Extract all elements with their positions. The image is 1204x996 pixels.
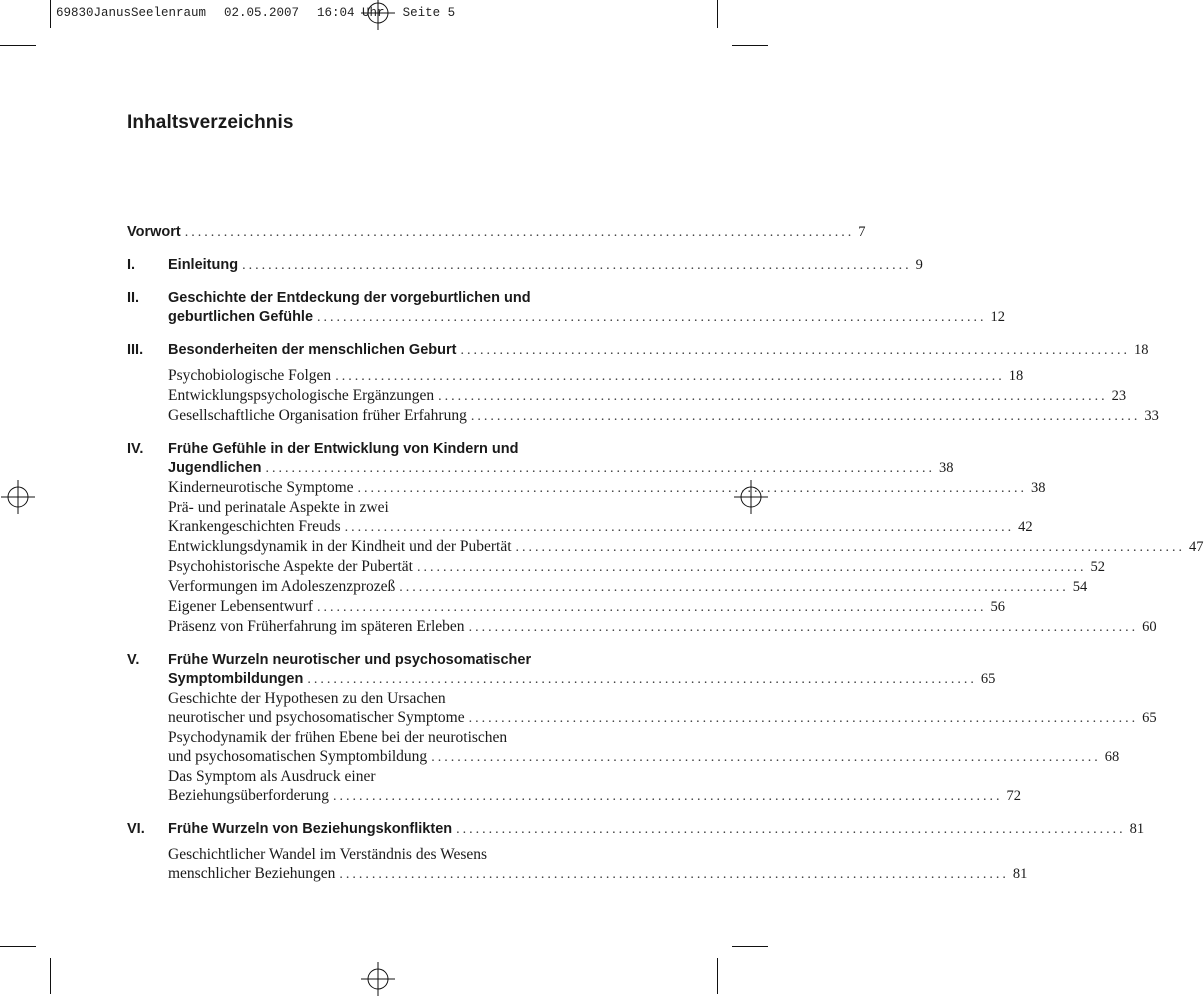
toc-page: 60 — [1142, 619, 1157, 635]
toc-page: 65 — [1142, 710, 1157, 726]
crop-mark — [732, 946, 768, 947]
toc-title: Einleitung — [168, 257, 239, 273]
chapter-number: III. — [127, 342, 144, 358]
toc-chapter-1 — [127, 256, 923, 275]
slug-page: Seite 5 — [402, 6, 456, 20]
dot-leader: ....................................................................................................... — [399, 580, 1069, 595]
toc-title: geburtlichen Gefühle — [168, 309, 314, 325]
crop-mark — [0, 946, 36, 947]
toc-title: Symptombildungen — [168, 671, 304, 687]
toc-title-line: Geschichte der Entdeckung der vorgeburtlichen und — [168, 290, 531, 306]
crop-mark — [50, 0, 51, 28]
registration-mark-icon — [1, 480, 35, 514]
chapter-number: II. — [127, 290, 140, 306]
toc-subtitle: Verformungen im Adoleszenzprozeß — [168, 578, 396, 595]
toc-subtitle-line: Geschichte der Hypothesen zu den Ursachen — [168, 690, 446, 707]
toc-subtitle: Präsenz von Früherfahrung im späteren Erleben — [168, 618, 465, 635]
toc-chapter-6 — [127, 820, 1145, 884]
toc-page: 9 — [915, 257, 923, 273]
dot-leader: ....................................................................................................... — [242, 258, 912, 273]
toc-subtitle: Entwicklungspsychologische Ergänzungen — [168, 387, 435, 404]
toc-page: 12 — [990, 309, 1006, 325]
toc-page: 56 — [990, 599, 1006, 615]
toc-chapter-2 — [127, 289, 1006, 327]
registration-mark-icon — [361, 962, 395, 996]
registration-mark-icon — [361, 0, 395, 30]
dot-leader: ....................................................................................................... — [184, 225, 855, 240]
slug-file: 69830JanusSeelenraum — [56, 6, 207, 20]
toc-subtitle: und psychosomatischen Symptombildung — [168, 748, 428, 765]
toc-page: 18 — [1133, 342, 1149, 358]
toc-page: 18 — [1008, 368, 1024, 384]
table-of-contents — [127, 223, 1204, 884]
toc-page: 72 — [1006, 788, 1021, 804]
toc-page: 38 — [938, 460, 954, 476]
toc-subtitle-line: Psychodynamik der frühen Ebene bei der neurotischen — [168, 729, 508, 746]
chapter-number: IV. — [127, 441, 144, 457]
dot-leader: ....................................................................................................... — [317, 310, 987, 325]
toc-page: 68 — [1104, 749, 1120, 765]
toc-title: Frühe Wurzeln von Beziehungskonflikten — [168, 821, 453, 837]
toc-subtitle: Psychohistorische Aspekte der Pubertät — [168, 558, 413, 575]
toc-page: 23 — [1111, 388, 1127, 404]
chapter-number: VI. — [127, 821, 145, 837]
toc-page: 7 — [858, 224, 866, 240]
toc-subtitle: Entwicklungsdynamik in der Kindheit und der Pubertät — [168, 538, 512, 555]
dot-leader: ....................................................................................................... — [468, 711, 1139, 726]
print-slug — [56, 6, 473, 20]
toc-chapter-4 — [127, 440, 1204, 637]
slug-date: 02.05.2007 — [224, 6, 300, 20]
slug-time: 16:04 Uhr — [317, 6, 385, 20]
toc-page: 81 — [1129, 821, 1145, 837]
dot-leader: ....................................................................................................... — [431, 750, 1101, 765]
toc-subtitle: menschlicher Beziehungen — [168, 865, 336, 882]
toc-subtitle: Beziehungsüberforderung — [168, 787, 329, 804]
dot-leader: ....................................................................................................... — [456, 822, 1126, 837]
toc-page: 54 — [1072, 579, 1088, 595]
crop-mark — [50, 958, 51, 994]
dot-leader: ....................................................................................................... — [468, 620, 1139, 635]
toc-chapter-5 — [127, 651, 1157, 806]
dot-leader: ....................................................................................................... — [344, 520, 1015, 535]
toc-subtitle-line: Geschichtlicher Wandel im Verständnis des Wesens — [168, 846, 488, 863]
toc-page: 42 — [1018, 519, 1033, 535]
toc-subtitle: Eigener Lebensentwurf — [168, 598, 314, 615]
crop-mark — [732, 45, 768, 46]
toc-subtitle-line: Das Symptom als Ausdruck einer — [168, 768, 376, 785]
toc-page: 81 — [1012, 866, 1028, 882]
toc-subtitle: Gesellschaftliche Organisation früher Erfahrung — [168, 407, 467, 424]
toc-page: 33 — [1144, 408, 1159, 424]
toc-page: 38 — [1031, 480, 1046, 496]
toc-subtitle: neurotischer und psychosomatischer Symptome — [168, 709, 465, 726]
dot-leader: ....................................................................................................... — [335, 369, 1005, 384]
dot-leader: ....................................................................................................... — [332, 789, 1003, 804]
dot-leader: ....................................................................................................... — [265, 461, 935, 476]
toc-page: 52 — [1090, 559, 1105, 575]
crop-mark — [717, 0, 718, 28]
toc-title-line: Frühe Wurzeln neurotischer und psychosomatischer — [168, 652, 532, 668]
chapter-number: V. — [127, 652, 140, 668]
toc-subtitle: Psychobiologische Folgen — [168, 367, 332, 384]
toc-page: 65 — [980, 671, 996, 687]
toc-title: Besonderheiten der menschlichen Geburt — [168, 342, 457, 358]
toc-title: Vorwort — [127, 224, 181, 240]
dot-leader: ....................................................................................................... — [317, 600, 987, 615]
toc-chapter-3 — [127, 341, 1159, 426]
dot-leader: ....................................................................................................... — [307, 672, 977, 687]
dot-leader: ....................................................................................................... — [416, 560, 1087, 575]
crop-mark — [717, 958, 718, 994]
toc-page: 47 — [1189, 539, 1204, 555]
toc-title-line: Frühe Gefühle in der Entwicklung von Kindern und — [168, 441, 519, 457]
dot-leader: ....................................................................................................... — [515, 540, 1186, 555]
chapter-number: I. — [127, 257, 136, 273]
toc-entry-vorwort — [127, 223, 866, 242]
dot-leader: ....................................................................................................... — [438, 389, 1108, 404]
toc-subtitle-line: Prä- und perinatale Aspekte in zwei — [168, 499, 389, 516]
crop-mark — [0, 45, 36, 46]
page-title: Inhaltsverzeichnis — [127, 112, 294, 133]
toc-subtitle: Krankengeschichten Freuds — [168, 518, 341, 535]
toc-title: Jugendlichen — [168, 460, 262, 476]
dot-leader: ....................................................................................................... — [470, 409, 1141, 424]
dot-leader: ....................................................................................................... — [357, 481, 1028, 496]
dot-leader: ....................................................................................................... — [339, 867, 1009, 882]
toc-subtitle: Kinderneurotische Symptome — [168, 479, 354, 496]
dot-leader: ....................................................................................................... — [460, 343, 1130, 358]
